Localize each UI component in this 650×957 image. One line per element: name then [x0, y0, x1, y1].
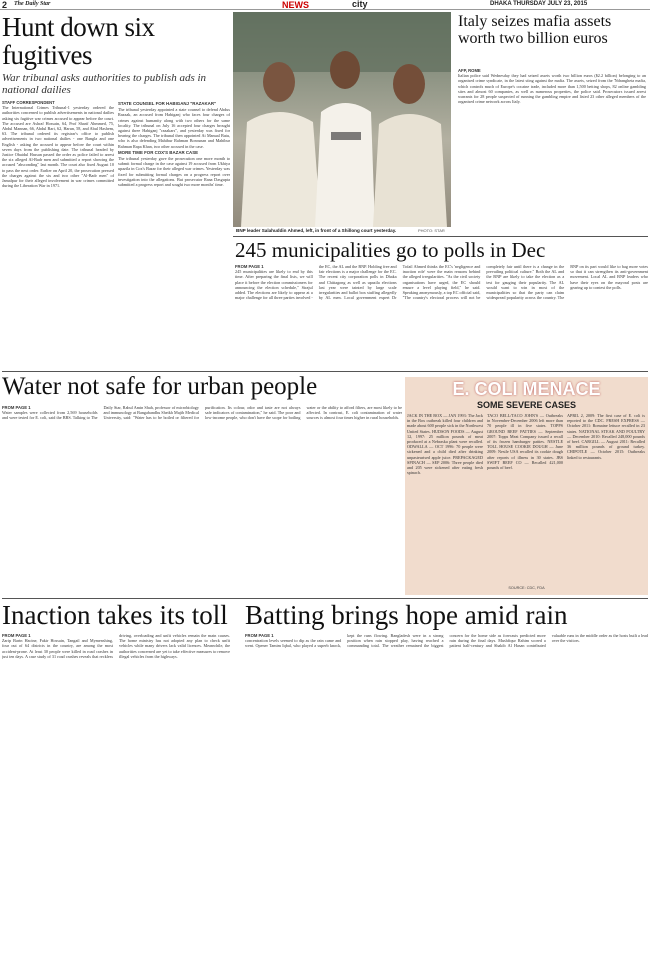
- water-col: [2, 405, 402, 595]
- page-number: 2: [2, 0, 8, 10]
- crime-subhead-1: STATE COUNSEL FOR HABIGANJ "RAZAKAR": [118, 101, 217, 106]
- paper-logo: The Daily Star: [14, 1, 51, 7]
- dateline: DHAKA THURSDAY JULY 23, 2015: [490, 1, 588, 7]
- crash-headline: Inaction takes its toll: [2, 600, 228, 630]
- italy-body: Italian police said Wednesday they had seized assets worth two billion euros ($2.2 billion) belonging to an organised crime syndicate, in the latest sting against the mafia. The assets, seized from the 'Ndrangheta mafia, which controls much of Europe's cocaine trade, included more than 1,500 betting shops, 82 online gambling sites and almost 60 companies, as well as numerous properties, the police said. Prosecutors issued arrest warrants for 28 people suspected of running the gambling empire and listed 23 other alleged members of the organised crime network across Italy.: [458, 73, 646, 105]
- water-body: Water samples were collected from 2,569 households and were tested for E. coli, said the BBS. Talking to The Daily Star, Rabul Amin Shah, professor of microbiology and immunology at Bangabandhu Sheikh Mujib Medical University, said: "Water has to be boiled or filtered for purification. Its colour, odor and taste are not always safe indicators of contamination," he said. The poor and low-income people, who don't have the scope for boiling water or the ability to afford filters, are most likely to be affected. In contrast, E. coli contamination of water sources is almost four times higher in rural households.: [2, 405, 402, 421]
- municipal-body: 245 municipalities are likely to end by this time. After preparing the final lists, we will place it before the election commissioners for announcing the election schedule," Sirajul added. The elections are likely to appear at a major challenge for all three parties involved - the EC, the AL and the BNP. Holding free and fair elections is a major challenge for the EC. The recent city corporation polls in Dhaka and Chittagong as well as upazila elections last year were tainted by large scale irregularities and ballot box stuffing allegedly by AL men. Local government expert Dr Tofail Ahmed thinks the EC's 'negligence and inaction role' were the main reasons behind the alleged irregularities. "As the civil society organisations have urged, the EC should ensure a level playing field," he said. Speaking anonymously, a top EC official said, "The country's electoral process will not be completely fair until there is a change in the prevailing political culture." Both the AL and the BNP are likely to take the election as a test for gauging their popularity. The AL would want to win in most of the municipalities so that the party can claim widespread popularity across the country. The BNP on its part would like to bag more votes so that it can strengthen its anti-government movement. Local AL and BNP leaders who have their eyes on the mayoral posts are gearing up to contest the polls.: [235, 264, 648, 301]
- crime-body: The International Crimes Tribunal-1 yesterday ordered the authorities concerned to publish advertisements in national dailies asking six fugitive war crimes accused to appear before the court. The accused are Ashraf Hossain, 64, Prof Sharif Ahmmed, 75, Abdul Mannan, 66, Abdul Bari, 62, Harun, 58, and Abul Hashem, 63. The tribunal ordered its registrar's office to publish advertisements in two national dailies - one Bangla and one English - asking the accused to appear before the court within seven days from the publishing date. The tribunal headed by Justice Obaidul Hassan passed the order as police failed to arrest the six alleged Al-Badr men and submitted a report showing the accused "absconding" last month. The court also fixed August 10 to pass the next order. Earlier on April 20, the prosecution pressed the charges against the six and two other "Al-Badr men" of Jamalpur for their alleged involvement in war crimes committed during the Liberation War in 1971.: [2, 105, 114, 189]
- crime-subhead-2: MORE TIME FOR COX'S BAZAR CASE: [118, 149, 199, 155]
- water-headline: Water not safe for urban people: [2, 373, 318, 400]
- crime-headline: Hunt down six fugitives: [2, 12, 155, 70]
- crash-col: [2, 633, 230, 955]
- municipal-col: [235, 264, 648, 369]
- crime-body-2: The tribunal yesterday appointed a state counsel to defend Abdus Razzak, an accused from Habiganj who faces four charges of crimes against humanity along with two others for the same locality. The tribunal on July 16 accepted four charges brought against three Habiganj "razakars", and yesterday was fixed for hearing the charges. The tribunal then appointed Ai Manual Batu, who is also defending Mahibur Rahman Borounan and Mahibur Rahman Rapa Khan, two other accused in the case.: [118, 107, 230, 149]
- crime-col-2: [118, 100, 230, 368]
- italy-byline: AFP, ROME: [458, 68, 481, 73]
- section-news-label: NEWS: [282, 0, 309, 10]
- photo-caption: BNP leader Salahuddin Ahmed, left, in front of a Shillong court yesterday.: [236, 228, 397, 233]
- menace-box-subtitle: SOME SEVERE CASES: [476, 400, 577, 410]
- municipal-headline: 245 municipalities go to polls in Dec: [235, 238, 546, 262]
- crime-body-3: The tribunal yesterday gave the prosecution one more month to submit formal charge in the case against 19 accused from Ukhiya upazila in Cox's Bazar for their alleged war crimes. Yesterday was fixed for submitting formal charges on a progress report over investigation into the allegations. But prosecutor Rana Dasgupta submitted a progress report and sought two more months' time.: [118, 156, 230, 188]
- menace-col-2: TACO BELL/TACO JOHN'S — Outbreaks in November-December 2006 left more than 70 people ill in five states. TOPPS GROUND BEEF PATTIES — September 2007: Topps Meat Company issued a recall of its frozen hamburger patties. NESTLE TOLL HOUSE COOKIE DOUGH — June 2009: Nestle USA recalled its cookie dough after reports of illness in 30 states. JBS SWIFT BEEF CO — Recalled 421,000 pounds of beef.: [487, 413, 563, 471]
- photo-credit: PHOTO: STAR: [418, 228, 445, 233]
- news-photo: [233, 12, 451, 227]
- ecoli-menace-box: [405, 377, 648, 595]
- cricket-headline: Batting brings hope amid rain: [245, 600, 568, 630]
- divider-3: [2, 598, 648, 599]
- photo-people-illustration: [233, 12, 451, 227]
- crime-byline: STAFF CORRESPONDENT: [2, 100, 55, 105]
- crime-deck: War tribunal asks authorities to publish ads in national dailies: [2, 72, 207, 96]
- cricket-body: concentration levels seemed to dip as the rain came and went. Opener Tamim Iqbal, who played a superb knock, kept the runs flowing. Bangladesh were in a strong position when rain stopped play, having reached a commanding total. The weather remained the biggest concern for the home side as forecasts predicted more rain during the final days. Mushfiqur Rahim scored a patient half-century and Shakib Al Hasan contributed valuable runs in the middle order as the hosts built a lead over the visitors.: [245, 633, 648, 649]
- italy-col: [458, 68, 646, 236]
- municipal-byline: FROM PAGE 1: [235, 264, 264, 269]
- divider-2: [2, 371, 648, 372]
- section-city-label: city: [352, 0, 368, 9]
- italy-headline: Italy seizes mafia assets worth two billion euros: [458, 13, 612, 47]
- menace-box-title: E. COLI MENACE: [452, 379, 601, 399]
- masthead: [0, 0, 650, 10]
- crash-byline: FROM PAGE 1: [2, 633, 31, 638]
- water-byline: FROM PAGE 1: [2, 405, 31, 410]
- crime-col-1: [2, 100, 114, 368]
- menace-source: SOURCE: CDC, FDA: [508, 586, 545, 590]
- cricket-byline: FROM PAGE 1: [245, 633, 274, 638]
- cricket-col: [245, 633, 648, 955]
- crash-body: Zarip Barin Hacine, Fakir Hossain, Tangail and Mymenshing, four out of 64 districts in the country, are among the most accident-prone. At least 30 people were killed in road crashes in just ten days. A case study of 31 road crashes reveals that reckless driving, overloading and unfit vehicles remain the main causes. The home ministry has not adopted any plan to check unfit vehicles while many drivers lack valid licences. Meanwhile, the authorities concerned are yet to take effective measures to remove illegal vehicles from the highways.: [2, 633, 230, 659]
- menace-col-3: APRIL 2, 2009: The first case of E. coli is reported to the CDC. FRESH EXPRESS — October 2011: Romaine lettuce recalled in 23 states. NATIONAL STEAK AND POULTRY — December 2010: Recalled 248,000 pounds of beef. CARGILL — August 2011: Recalled 36 million pounds of ground turkey. CHIPOTLE — October 2015: Outbreaks linked to restaurants.: [567, 413, 645, 460]
- menace-col-1: JACK IN THE BOX — JAN 1993: The Jack in the Box outbreak killed four children and made about 600 people sick in the Northwest United States. HUDSON FOODS — August 12, 1997: 25 million pounds of meat produced at a Nebraska plant were recalled. ODWALLA — OCT 1996: 70 people were sickened and a child died after drinking unpasteurised apple juice. PREPACKAGED SPINACH — SEP 2006: Three people died and 205 were sickened after eating fresh spinach.: [407, 413, 483, 476]
- divider-1: [233, 236, 648, 237]
